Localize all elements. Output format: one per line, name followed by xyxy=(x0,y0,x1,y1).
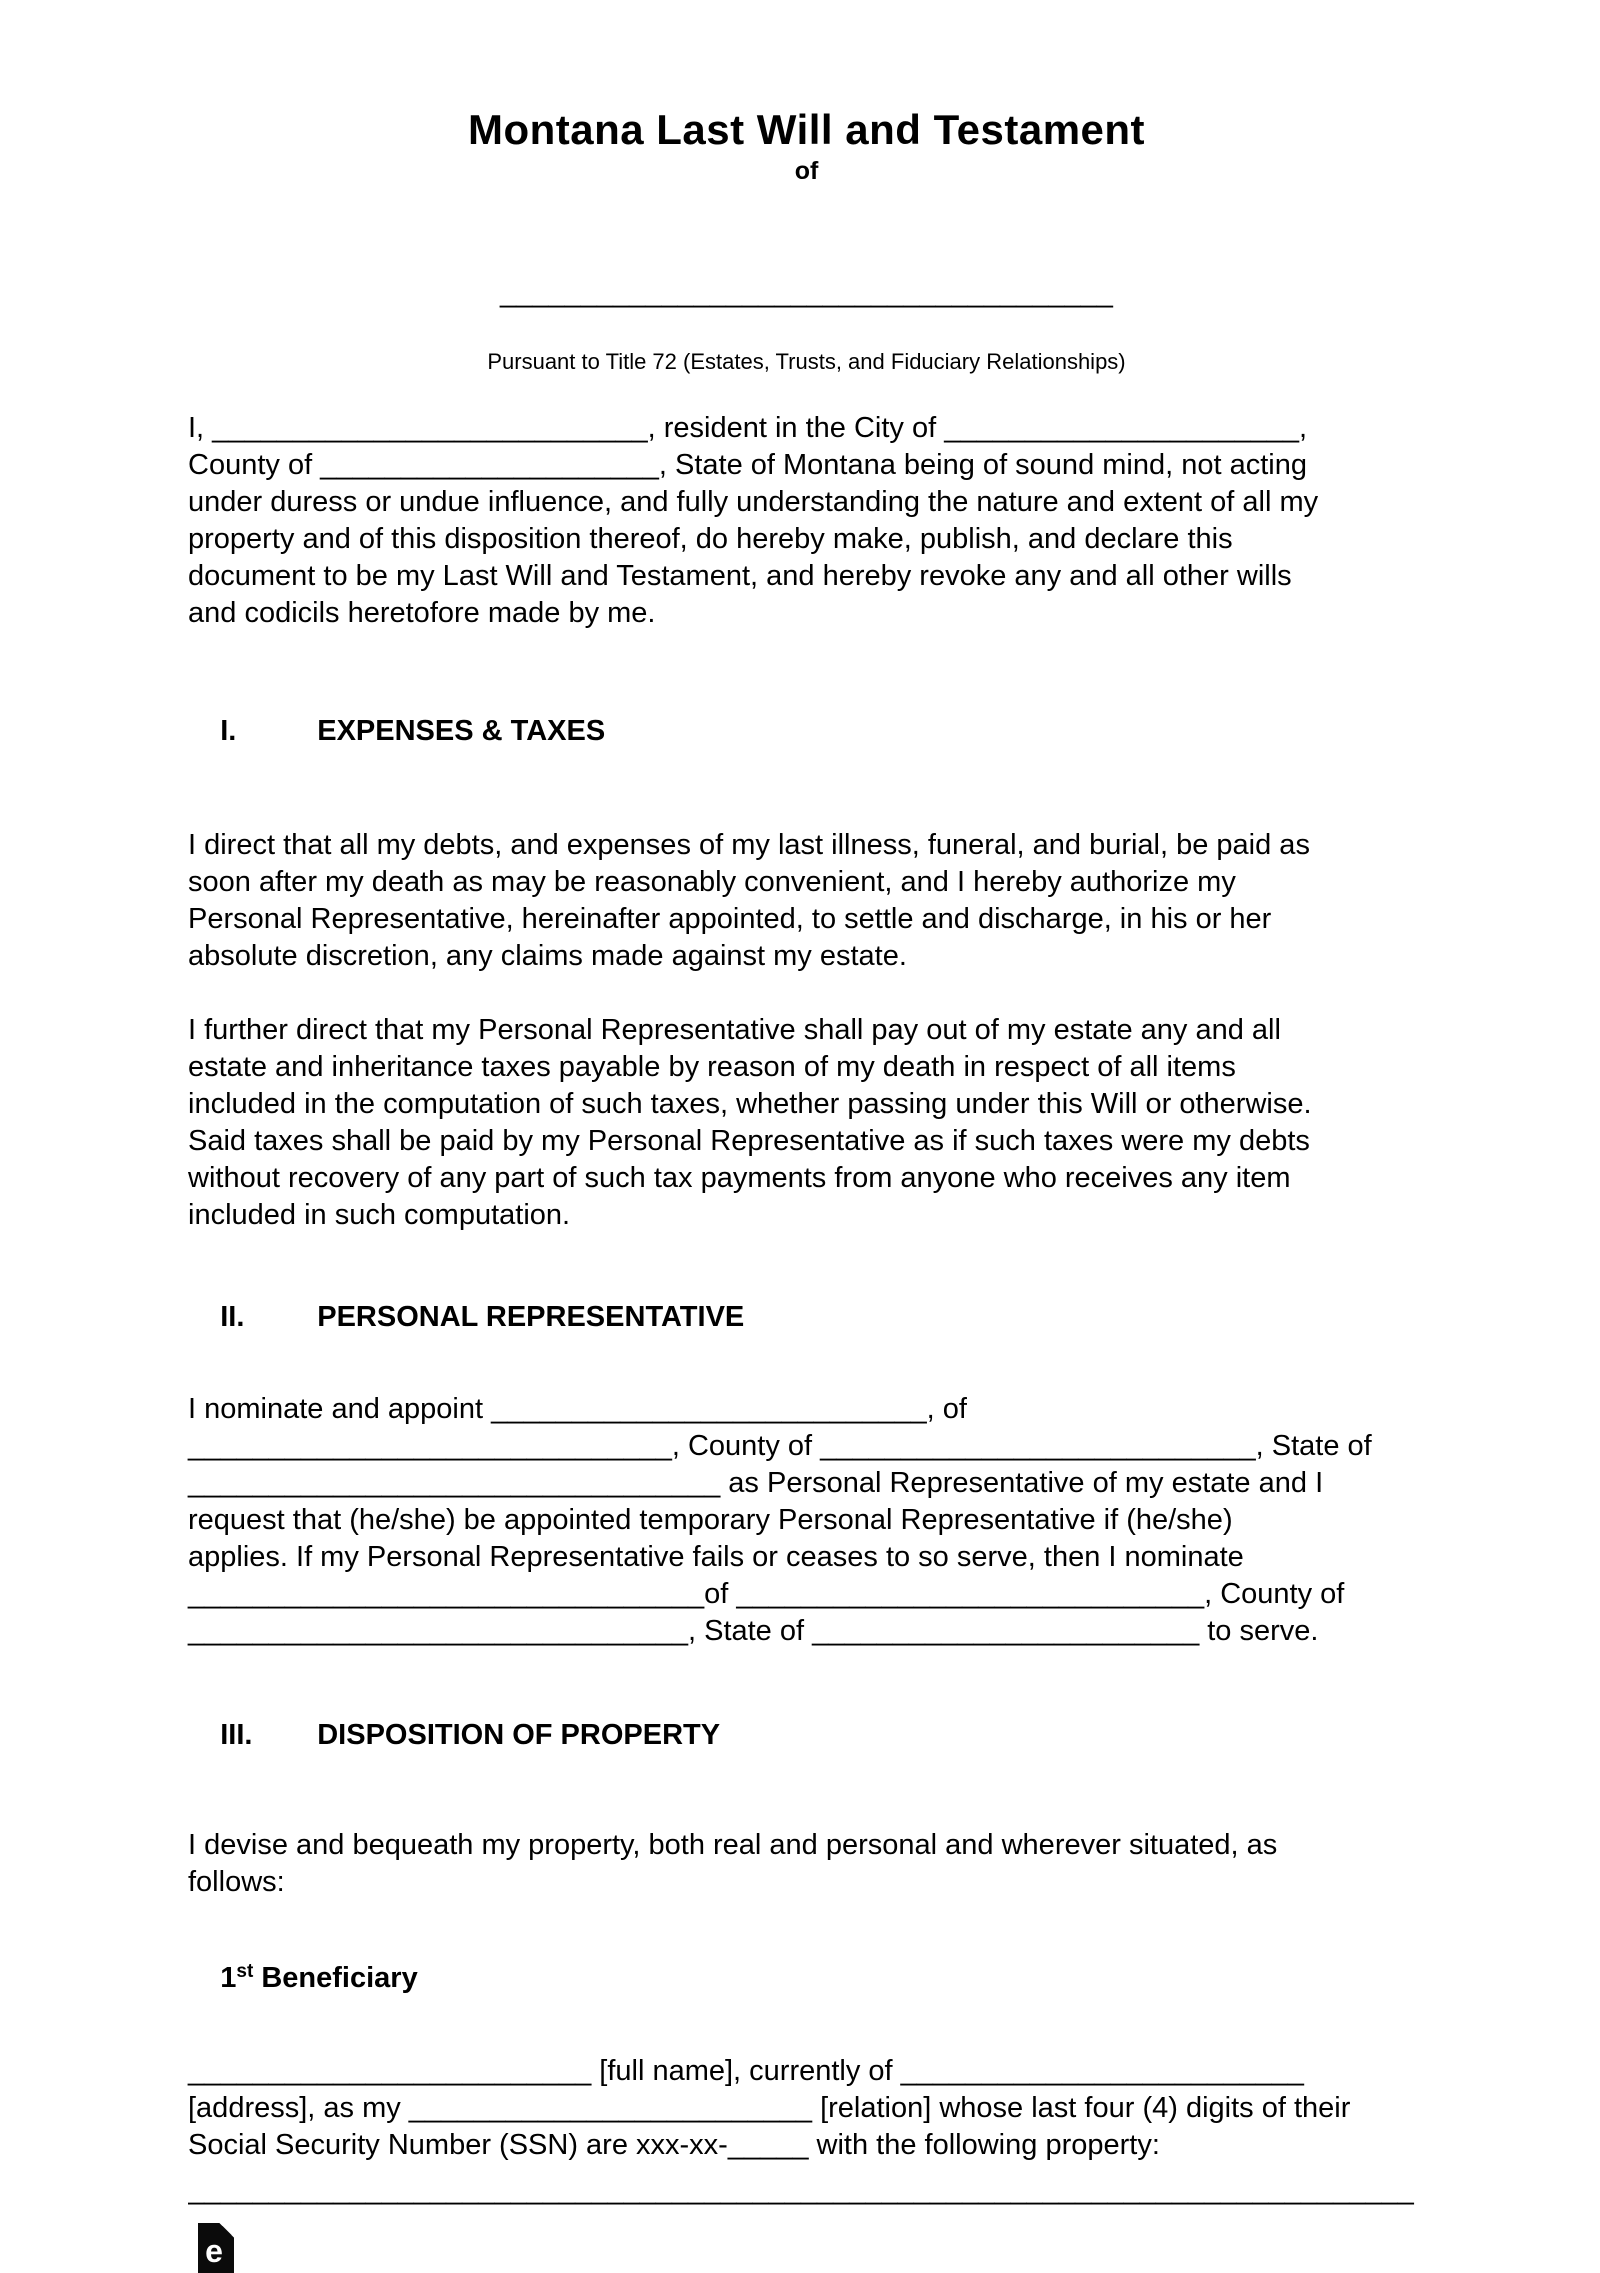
eforms-logo-icon[interactable] xyxy=(198,2223,234,2273)
text-line: I, ___________________________, resident in the City of ______________________, xyxy=(188,412,1308,444)
text-line: ______________________________, County of ___________________________, State of xyxy=(188,1430,1372,1462)
section-heading-disposition-of-property xyxy=(188,1680,1425,1791)
beneficiary-ordinal-suffix: st xyxy=(236,1961,254,1982)
beneficiary-number: 1 xyxy=(220,1962,237,1994)
text-line: [address], as my _________________________ [relation] whose last four (4) digits of their xyxy=(188,2092,1351,2124)
section-number: II. xyxy=(220,1301,245,1333)
testator-name-blank-line: ______________________________________ xyxy=(500,277,1113,309)
text-line: document to be my Last Will and Testament, and hereby revoke any and all other wills xyxy=(188,560,1292,592)
first-beneficiary-heading xyxy=(188,1923,1425,2037)
text-line: _________________________________ as Personal Representative of my estate and I xyxy=(188,1467,1324,1499)
text-line: absolute discretion, any claims made against my estate. xyxy=(188,940,907,972)
section-title: PERSONAL REPRESENTATIVE xyxy=(317,1301,745,1333)
text-line: under duress or undue influence, and fully understanding the nature and extent of all my xyxy=(188,486,1319,518)
text-line: applies. If my Personal Representative fails or ceases to so serve, then I nominate xyxy=(188,1541,1244,1573)
disposition-paragraph xyxy=(188,1827,1425,1901)
text-line: without recovery of any part of such tax payments from anyone who receives any item xyxy=(188,1162,1291,1194)
text-line: request that (he/she) be appointed temporary Personal Representative if (he/she) xyxy=(188,1504,1233,1536)
opening-declaration-paragraph xyxy=(188,410,1425,632)
text-line: property and of this disposition thereof, do hereby make, publish, and declare this xyxy=(188,523,1233,555)
text-line: included in the computation of such taxes, whether passing under this Will or otherwise. xyxy=(188,1088,1312,1120)
text-line: soon after my death as may be reasonably convenient, and I hereby authorize my xyxy=(188,866,1236,898)
text-line: _________________________ [full name], currently of _________________________ xyxy=(188,2055,1304,2087)
text-line: County of _____________________, State of Montana being of sound mind, not acting xyxy=(188,449,1307,481)
expenses-paragraph-1 xyxy=(188,827,1425,975)
section-title: EXPENSES & TAXES xyxy=(317,715,606,747)
personal-representative-paragraph xyxy=(188,1391,1425,1650)
text-line: included in such computation. xyxy=(188,1199,571,1231)
text-line: ________________________________of _____________________________, County of xyxy=(188,1578,1345,1610)
text-line: follows: xyxy=(188,1866,285,1898)
property-description-blank-line: ____________________________________________________________________________ xyxy=(188,2174,1414,2206)
section-number: III. xyxy=(220,1719,253,1751)
document-subtitle-of: of xyxy=(794,157,819,185)
section-title: DISPOSITION OF PROPERTY xyxy=(317,1719,721,1751)
pursuant-statute-line: Pursuant to Title 72 (Estates, Trusts, and Fiduciary Relationships) xyxy=(487,349,1126,374)
logo-letter: e xyxy=(205,2233,223,2269)
document-title: Montana Last Will and Testament xyxy=(467,106,1146,153)
text-line: Social Security Number (SSN) are xxx-xx-_____ with the following property: xyxy=(188,2129,1160,2161)
text-line: I devise and bequeath my property, both real and personal and wherever situated, as xyxy=(188,1829,1278,1861)
text-line: Said taxes shall be paid by my Personal Representative as if such taxes were my debts xyxy=(188,1125,1310,1157)
section-heading-expenses-taxes xyxy=(188,676,1425,787)
section-number: I. xyxy=(220,715,237,747)
text-line: I direct that all my debts, and expenses of my last illness, funeral, and burial, be paid as xyxy=(188,829,1310,861)
text-line: I further direct that my Personal Representative shall pay out of my estate any and all xyxy=(188,1014,1281,1046)
text-line: Personal Representative, hereinafter appointed, to settle and discharge, in his or her xyxy=(188,903,1272,935)
expenses-paragraph-2 xyxy=(188,1012,1425,1234)
text-line: and codicils heretofore made by me. xyxy=(188,597,656,629)
beneficiary-label: Beneficiary xyxy=(253,1962,418,1994)
text-line: I nominate and appoint ___________________________, of xyxy=(188,1393,967,1425)
text-line: _______________________________, State of ________________________ to serve. xyxy=(188,1615,1319,1647)
section-heading-personal-representative xyxy=(188,1262,1425,1373)
text-line: estate and inheritance taxes payable by reason of my death in respect of all items xyxy=(188,1051,1236,1083)
